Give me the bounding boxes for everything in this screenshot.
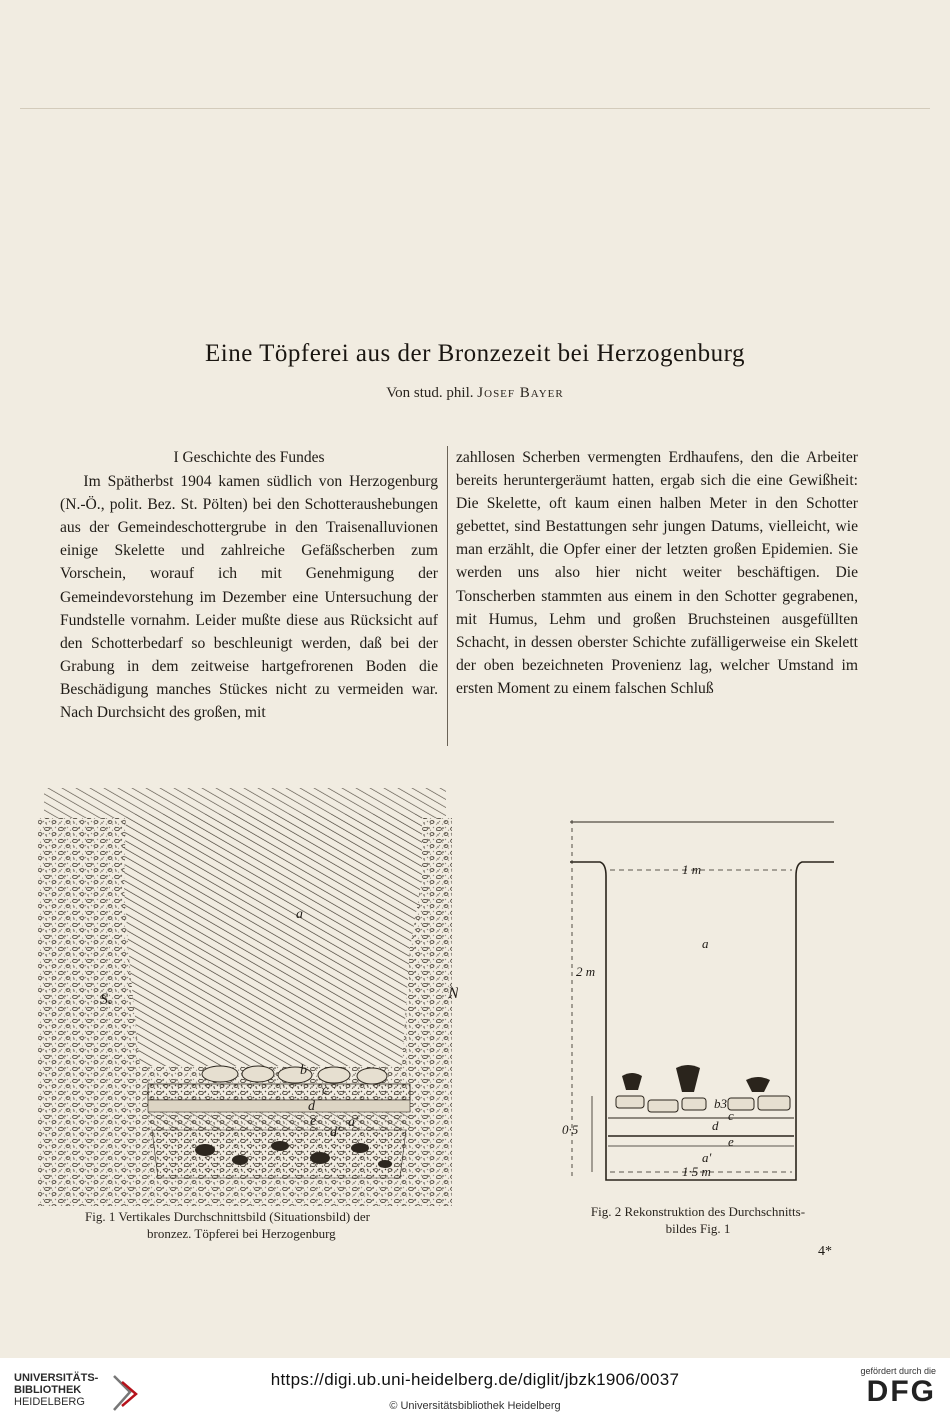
copyright-text: © Universitätsbibliothek Heidelberg	[389, 1400, 561, 1412]
figure-2-caption	[548, 1203, 848, 1237]
figure-1-caption-line1: Fig. 1 Vertikales Durchschnittsbild (Situationsbild) der	[85, 1209, 371, 1224]
figure-2	[552, 800, 848, 1192]
fig1-label-s: S.	[100, 991, 112, 1008]
right-column	[456, 446, 858, 700]
figure-2-drawing	[552, 800, 848, 1192]
fig2-label-width-bottom: 1·5 m	[682, 1164, 711, 1179]
layer-c	[148, 1084, 410, 1100]
fig1-label-a: a	[296, 907, 303, 922]
column-divider	[447, 446, 448, 746]
fig2-label-c: c	[728, 1108, 734, 1123]
right-column-text: zahllosen Scherben vermengten Erdhaufens, den die Arbeiter bereits heruntergeräumt hatten, ergab sich die eine Gewißheit: Die Skelette, oft kaum einen halben Meter in den Schotter gebettet, sind Bestattungen sehr jungen Datums, vielleicht, wie man erzählt, die Opfer einer der letzten großen Epidemien. Sie werden uns also hier nicht weiter beschäftigen. Die Tonscherben stammten aus einem in den Schotter gegrabenen, mit Humus, Lehm und großen Bruchsteinen ausgefüllten Schacht, in dessen oberster Schichte zufälligerweise ein Skelett der oben bezeichneten Provenienz lag, welcher Umstand im ersten Moment zu einem falschen Schluß	[456, 449, 858, 697]
fig2-label-a1: a'	[702, 1150, 712, 1165]
dfg-wordmark: DFG	[866, 1375, 936, 1408]
fig1-label-d1: d'	[330, 1125, 340, 1140]
pit-outline	[570, 862, 834, 1180]
figure-2-caption-line2: bildes Fig. 1	[665, 1221, 731, 1236]
fig1-label-c: c	[322, 1083, 329, 1098]
fig2-label-width-top: 1 m	[682, 862, 702, 877]
fig1-label-n: N	[448, 985, 458, 1002]
author-name: Josef Bayer	[477, 385, 564, 401]
figure-1-caption	[85, 1208, 485, 1242]
fig2-label-a: a	[702, 936, 709, 951]
figure-1	[30, 778, 458, 1208]
bottom-layer	[152, 1130, 406, 1178]
fig1-label-d: d	[308, 1099, 315, 1114]
layer-e	[148, 1112, 410, 1130]
grass-layer	[44, 788, 446, 818]
fig2-label-b3: b3	[714, 1096, 727, 1111]
author-prefix: Von stud. phil.	[386, 385, 474, 401]
shaft-fill	[124, 814, 422, 1066]
library-line2: BIBLIOTHEK	[14, 1384, 82, 1396]
library-line3: HEIDELBERG	[14, 1396, 85, 1408]
author-line	[0, 385, 950, 402]
fig2-label-depth: 0·5	[562, 1122, 579, 1137]
vessels	[622, 1065, 770, 1092]
section-heading: I Geschichte des Fundes	[173, 449, 325, 466]
figure-1-drawing	[30, 778, 458, 1208]
fig1-label-e: e	[310, 1114, 317, 1129]
library-line1: UNIVERSITÄTS-	[14, 1372, 99, 1384]
fig1-label-b: b	[300, 1063, 307, 1078]
page-url-link[interactable]: https://digi.ub.uni-heidelberg.de/diglit/jbzk1906/0037	[270, 1370, 680, 1389]
left-column	[60, 446, 438, 724]
fig2-label-height: 2 m	[576, 964, 596, 979]
layer-d	[148, 1100, 410, 1112]
funded-by-text: gefördert durch die	[860, 1366, 936, 1376]
footer-bar	[0, 1358, 950, 1425]
show-through-header	[20, 86, 930, 109]
fig1-label-a1: a'	[348, 1115, 358, 1130]
fig2-label-e: e	[728, 1134, 734, 1149]
figure-2-caption-line1: Fig. 2 Rekonstruktion des Durchschnitts-	[590, 1204, 806, 1219]
figure-1-caption-line2: bronzez. Töpferei bei Herzogenburg	[147, 1226, 336, 1241]
article-title: Eine Töpferei aus der Bronzezeit bei Herzogenburg	[204, 340, 746, 367]
show-through-text	[455, 130, 855, 153]
dfg-logo[interactable]	[836, 1366, 936, 1408]
left-column-text: Im Spätherbst 1904 kamen südlich von Herzogenburg (N.-Ö., polit. Bez. St. Pölten) bei den Schotteraushebungen aus der Gemeindeschottergrube in den Traisenalluvionen einige Skelette und zahlreiche Gefäßscherben zum Vorschein, worauf ich mit Genehmigung der Gemeindevorstehung im Dezember eine Untersuchung der Fundstelle vornahm. Leider mußte diese aus Rücksicht auf den Schotterbedarf so beschleunigt werden, daß bei der Grabung in dem zeitweise hartgefrorenen Boden die Beschädigung manches Stückes nicht zu vermeiden war. Nach Durchsicht des großen, mit	[60, 473, 438, 722]
fig2-label-d: d	[712, 1118, 719, 1133]
stones-row	[616, 1096, 790, 1112]
page-number: 4*	[818, 1244, 832, 1259]
